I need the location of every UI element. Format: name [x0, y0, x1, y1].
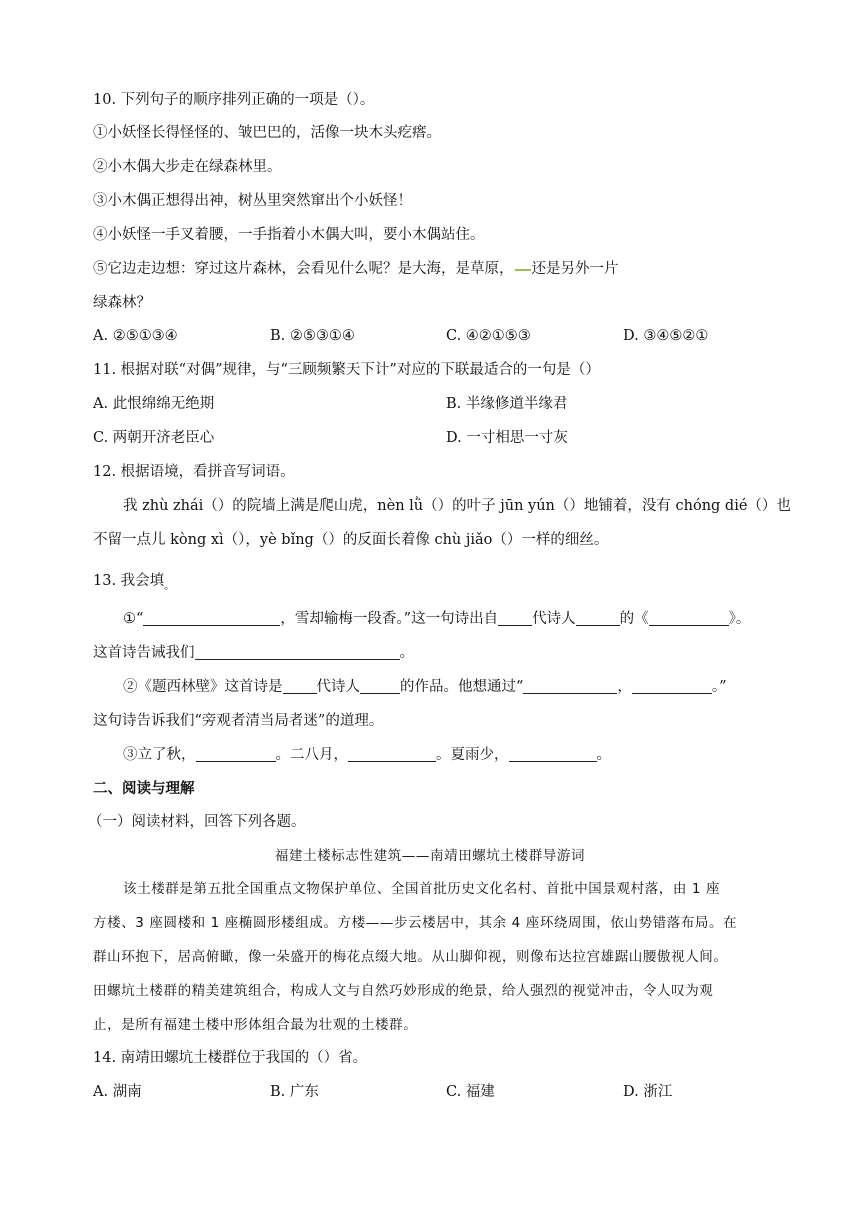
- q10-sentence-5-cont: 绿森林？: [93, 295, 151, 311]
- q14-option-d[interactable]: D. 浙江: [623, 1084, 673, 1100]
- passage-line-2: 方楼、3 座圆楼和 1 座椭圆形楼组成。方楼——步云楼居中，其余 4 座环绕周围，依山势错落布局。在: [93, 915, 738, 931]
- dash-mark: [515, 260, 531, 271]
- q13-p3-a: ③立了秋，: [123, 747, 196, 763]
- q14-stem: 14. 南靖田螺坑土楼群位于我国的（）省。: [93, 1050, 368, 1066]
- q13-p2-a: ②《题西林壁》这首诗是: [123, 679, 283, 695]
- q12-line-1: 我 zhù zhái（）的院墙上满是爬山虎，nèn lǜ（）的叶子 jūn yún（）地铺着，没有 chóng dié（）也: [123, 498, 791, 514]
- q10-option-b[interactable]: B. ②⑤③①④: [270, 328, 355, 344]
- q13-p2-c: 的作品。他想通过“: [400, 679, 524, 695]
- q13-part-1-line-2: [93, 643, 414, 663]
- q13-p3-d: 。: [596, 747, 611, 763]
- q13-p3-b: 。二八月，: [275, 747, 348, 763]
- q13-blank-1[interactable]: [143, 609, 280, 626]
- q13-stem-text: 13. 我会填: [93, 573, 165, 589]
- passage-line-1: 该土楼群是第五批全国重点文物保护单位、全国首批历史文化名村、首批中国景观村落，由 1 座: [123, 881, 721, 897]
- q13-blank-9[interactable]: [632, 677, 712, 694]
- q13-blank-2[interactable]: [498, 609, 532, 626]
- q11-option-d[interactable]: D. 一寸相思一寸灰: [446, 430, 568, 446]
- passage-line-3: 群山环抱下，居高俯瞰，像一朵盛开的梅花点缀大地。从山脚仰视，则像布达拉宫雄踞山腰傲视人间。: [93, 949, 728, 965]
- q13-blank-5[interactable]: [195, 643, 400, 660]
- q13-blank-10[interactable]: [196, 745, 276, 762]
- q10-sentence-4: ④小妖怪一手叉着腰，一手指着小木偶大叫，要小木偶站住。: [93, 227, 485, 243]
- q10-sentence-1: ①小妖怪长得怪怪的、皱巴巴的，活像一块木头疙瘩。: [93, 125, 441, 141]
- q13-blank-12[interactable]: [509, 745, 597, 762]
- q11-option-a[interactable]: A. 此恨绵绵无绝期: [93, 396, 215, 412]
- q10-option-c[interactable]: C. ④②①⑤③: [446, 328, 531, 344]
- q14-option-a[interactable]: A. 湖南: [93, 1084, 142, 1100]
- q13-p1-a: ，雪却输梅一段香。”这一句诗出自: [280, 611, 499, 627]
- q13-blank-6[interactable]: [283, 677, 317, 694]
- q14-option-c[interactable]: C. 福建: [446, 1084, 495, 1100]
- q13-p2-e: 。”: [711, 679, 727, 695]
- q13-part-3: [123, 745, 611, 765]
- q10-sentence-5-part2: 还是另外一片: [531, 261, 619, 277]
- q11-stem: 11. 根据对联“对偶”规律，与“三顾频繁天下计”对应的下联最适合的一句是（）: [93, 362, 600, 378]
- q13-stem-dot: 。: [164, 581, 175, 592]
- q12-stem: 12. 根据语境，看拼音写词语。: [93, 464, 295, 480]
- q10-option-d[interactable]: D. ③④⑤②①: [623, 328, 709, 344]
- passage-line-5: 止，是所有福建土楼中形体组合最为壮观的土楼群。: [93, 1017, 418, 1033]
- q10-sentence-5-part1: ⑤它边走边想：穿过这片森林，会看见什么呢？是大海，是草原，: [93, 261, 514, 277]
- q13-blank-3[interactable]: [576, 609, 620, 626]
- q11-option-c[interactable]: C. 两朝开济老臣心: [93, 430, 215, 446]
- passage-title: 福建土楼标志性建筑——南靖田螺坑土楼群导游词: [274, 848, 586, 864]
- q10-stem: 10. 下列句子的顺序排列正确的一项是（）。: [93, 92, 375, 108]
- q13-part-2: [123, 677, 727, 697]
- q13-p2-d: ，: [617, 679, 632, 695]
- section-2-subheading: （一）阅读材料，回答下列各题。: [88, 814, 306, 830]
- q13-part-2-line-2: 这句诗告诉我们“旁观者清当局者迷”的道理。: [93, 713, 384, 729]
- q13-blank-11[interactable]: [348, 745, 436, 762]
- q11-option-b[interactable]: B. 半缘修道半缘君: [446, 396, 568, 412]
- q13-p1-c: 的《: [619, 611, 649, 627]
- section-2-heading: 二、阅读与理解: [93, 780, 195, 797]
- q13-p1-b: 代诗人: [532, 611, 576, 627]
- q10-sentence-5: [93, 259, 619, 279]
- q12-line-2: 不留一点儿 kòng xì（），yè bǐng（）的反面长着像 chù jiǎo（）一样的细丝。: [93, 532, 609, 548]
- q13-p1-end: 。: [399, 645, 414, 661]
- q14-option-b[interactable]: B. 广东: [270, 1084, 319, 1100]
- q13-blank-4[interactable]: [649, 609, 729, 626]
- q13-p1-d: 》。: [728, 611, 751, 627]
- q13-p3-c: 。夏雨少，: [436, 747, 509, 763]
- q13-part-1: [123, 609, 750, 629]
- passage-line-4: 田螺坑土楼群的精美建筑组合，构成人文与自然巧妙形成的绝景，给人强烈的视觉冲击，令人叹为观: [93, 983, 714, 999]
- q10-option-a[interactable]: A. ②⑤①③④: [93, 328, 178, 344]
- q13-stem: [93, 571, 174, 597]
- q10-sentence-2: ②小木偶大步走在绿森林里。: [93, 159, 282, 175]
- q10-sentence-3: ③小木偶正想得出神，树丛里突然窜出个小妖怪！: [93, 193, 412, 209]
- q13-p2-b: 代诗人: [316, 679, 360, 695]
- q13-p1-open: ①“: [123, 611, 144, 627]
- q13-blank-7[interactable]: [360, 677, 400, 694]
- q13-blank-8[interactable]: [523, 677, 617, 694]
- q13-p1-line2: 这首诗告诫我们: [93, 645, 195, 661]
